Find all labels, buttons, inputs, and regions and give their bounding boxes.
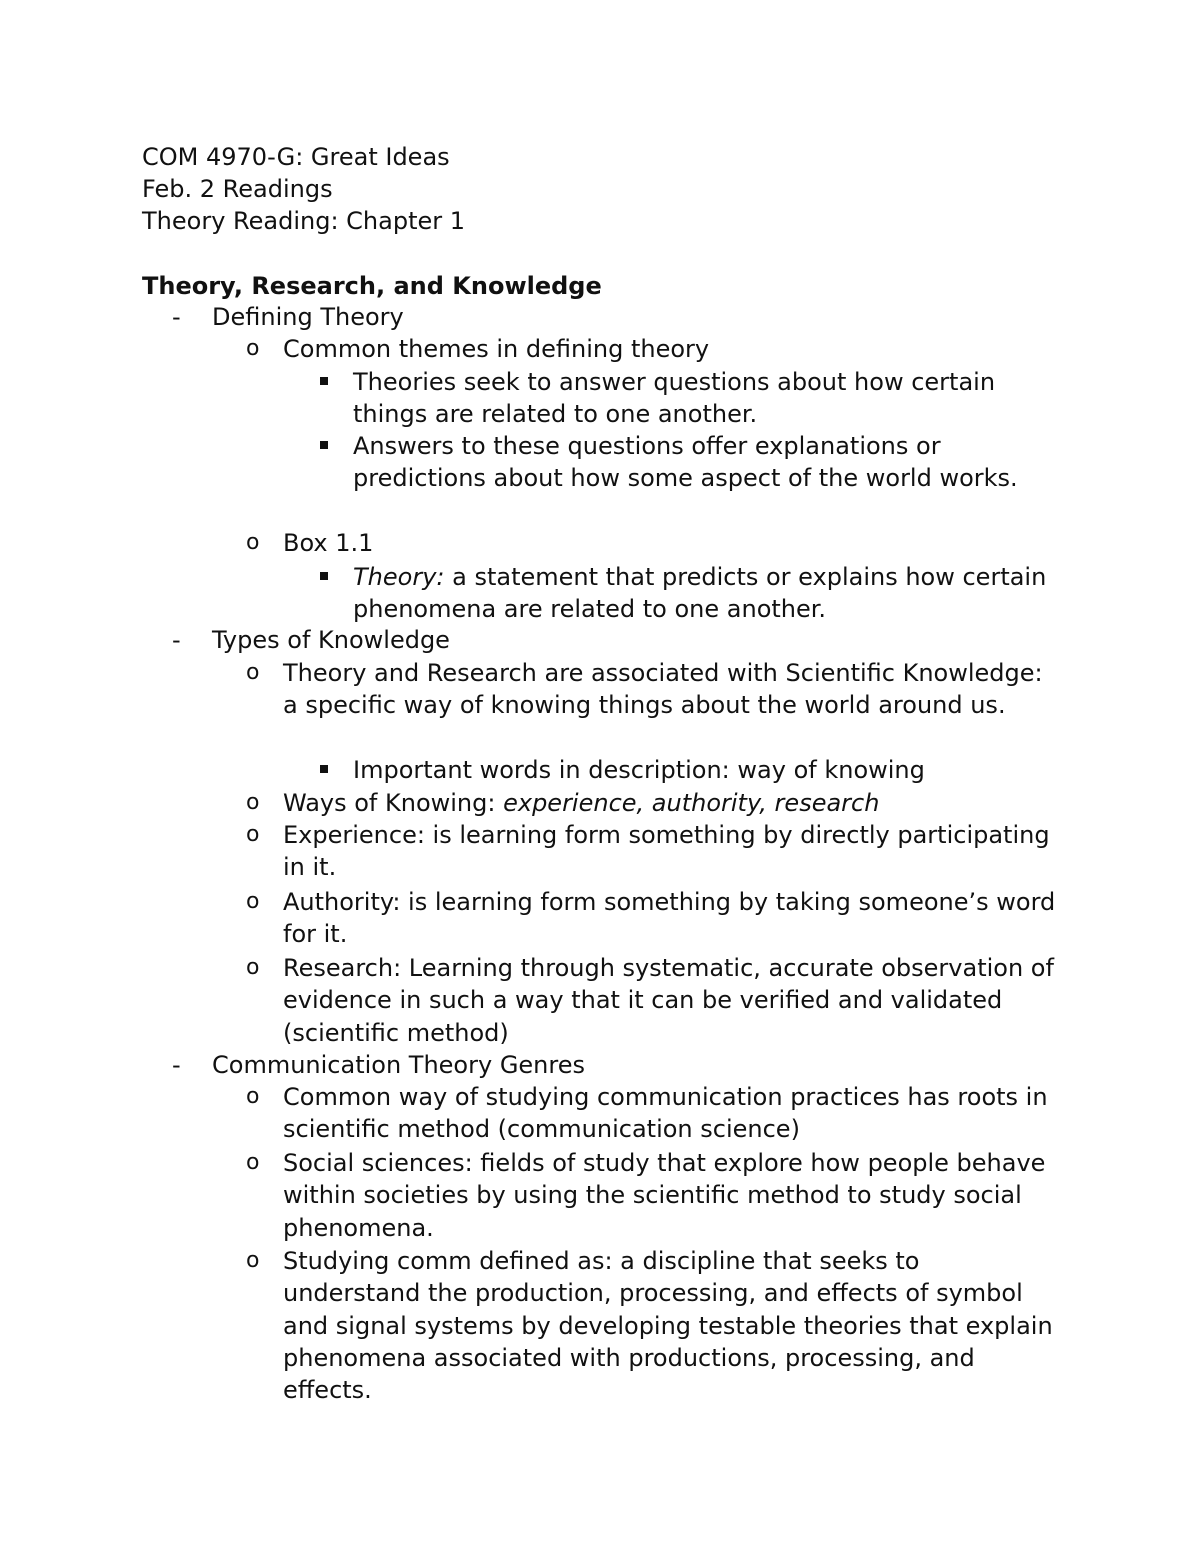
item-text: Types of Knowledge [212,626,450,654]
square-bullet-icon [320,572,328,580]
ways-prefix-text: Ways of Knowing: [283,789,504,817]
outline-item-experience [246,819,1063,884]
outline-item-common-themes [246,333,1063,365]
outline-item-theory-research [246,657,1063,722]
item-text: Communication Theory Genres [212,1051,585,1079]
item-text: Research: Learning through systematic, accurate observation of evidence in such a way that it can be verified and validated (scientific method) [283,954,1054,1047]
item-text: Answers to these questions offer explanations or predictions about how some aspect of the world works. [353,432,1018,493]
circle-bullet: o [246,822,260,847]
circle-bullet: o [246,889,260,914]
circle-bullet: o [246,1084,260,1109]
circle-bullet: o [246,530,260,555]
circle-bullet: o [246,1248,260,1273]
outline-item-authority [246,886,1063,951]
square-bullet-icon [320,765,328,773]
outline-item-social-sciences [246,1147,1063,1244]
circle-bullet: o [246,1150,260,1175]
item-text: Common themes in defining theory [283,335,710,363]
ways-list-text: experience, authority, research [503,789,880,817]
reading-chapter: Theory Reading: Chapter 1 [142,207,466,235]
outline-item-common-way [246,1081,1063,1146]
outline-item-theory-definition [353,561,1053,626]
item-text: Important words in description: way of knowing [353,756,925,784]
circle-bullet: o [246,660,260,685]
item-text: Theories seek to answer questions about how certain things are related to one another. [353,368,996,429]
outline-item-themes-1 [353,366,1053,431]
readings-date: Feb. 2 Readings [142,175,333,203]
outline-item-genres [172,1049,1112,1081]
square-bullet-icon [320,441,328,449]
item-text: Experience: is learning form something by directly participating in it. [283,821,1050,882]
section-heading: Theory, Research, and Knowledge [142,272,602,300]
item-text: Box 1.1 [283,529,374,557]
dash-bullet: - [172,303,181,331]
item-text: Defining Theory [212,303,404,331]
dash-bullet: - [172,1051,181,1079]
theory-term: Theory: [353,563,445,591]
item-text: Authority: is learning form something by taking someone’s word for it. [283,888,1056,949]
outline-item-box-1-1 [246,527,1063,559]
item-text: Theory and Research are associated with Scientific Knowledge: a specific way of knowing things about the world around us. [283,659,1043,720]
outline-item-themes-2 [353,430,1053,495]
outline-item-important-words [353,754,1053,786]
outline-item-types-of-knowledge [172,624,1112,656]
outline-item-research [246,952,1063,1049]
dash-bullet: - [172,626,181,654]
circle-bullet: o [246,790,260,815]
theory-definition-text: a statement that predicts or explains how certain phenomena are related to one another. [353,563,1047,624]
item-text: Studying comm defined as: a discipline that seeks to understand the production, processing, and effects of symbol and signal systems by developing testable theories that explain phenomena associated with productions, processing, and effects. [283,1247,1053,1405]
outline-item-defining-theory [172,301,1112,333]
outline-item-studying-comm [246,1245,1063,1406]
circle-bullet: o [246,955,260,980]
course-title: COM 4970-G: Great Ideas [142,143,450,171]
circle-bullet: o [246,336,260,361]
square-bullet-icon [320,377,328,385]
item-text: Social sciences: fields of study that explore how people behave within societies by using the scientific method to study social phenomena. [283,1149,1046,1242]
item-text: Common way of studying communication practices has roots in scientific method (communication science) [283,1083,1048,1144]
outline-item-ways-of-knowing [246,787,1063,819]
